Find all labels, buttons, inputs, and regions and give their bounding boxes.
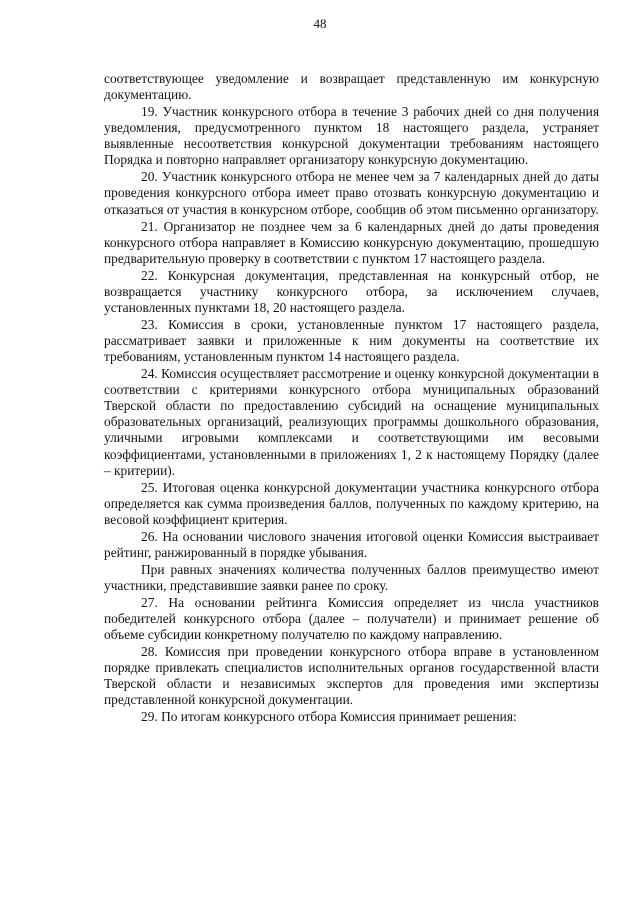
paragraph-29: 29. По итогам конкурсного отбора Комиссия принимает решения: [141,709,517,725]
page-number: 48 [313,16,327,31]
paragraph-20: 20. Участник конкурсного отбора не менее чем за 7 календарных дней до даты проведения конкурсного отбора имеет право отозвать конкурсную документацию и отказаться от участия в конкурсном отборе, сообщив об этом письменно организатору. [104,169,599,217]
paragraph-22: 22. Конкурсная документация, представленная на конкурсный отбор, не возвращается участнику конкурсного отбора, за исключением случаев, установленных пунктами 18, 20 настоящего раздела. [104,267,599,315]
document-body [104,71,599,726]
paragraph-25: 25. Итоговая оценка конкурсной документации участника конкурсного отбора определяется как сумма произведения баллов, полученных по каждому критерию, на весовой коэффициент критерия. [104,479,599,527]
paragraph-27: 27. На основании рейтинга Комиссия определяет из числа участников победителей конкурсного отбора (далее – получатели) и принимает решение об объеме субсидии конкретному получателю по каждому направлению. [104,594,599,643]
paragraph-continuation: соответствующее уведомление и возвращает представленную им конкурсную документацию. [104,71,599,103]
paragraph-21: 21. Организатор не позднее чем за 6 календарных дней до даты проведения конкурсного отбора направляет в Комиссию конкурсную документацию, прошедшую предварительную проверку в соответствии с пунктом 17 настоящего раздела. [104,218,599,266]
paragraph-24: 24. Комиссия осуществляет рассмотрение и оценку конкурсной документации в соответствии с критериями конкурсного отбора муниципальных образований Тверской области по предоставлению субсидий на оснащение муниципальных образовательных организаций, реализующих программы дошкольного образования, уличными игровыми комплексами и соответствующими им весовыми коэффициентами, установленными в приложениях 1, 2 к настоящему Порядку (далее – критерии). [104,366,599,478]
paragraph-19: 19. Участник конкурсного отбора в течение 3 рабочих дней со дня получения уведомления, предусмотренного пунктом 18 настоящего раздела, устраняет выявленные несоответствия конкурсной документации требованиям настоящего Порядка и повторно направляет организатору конкурсную документацию. [104,104,599,168]
paragraph-28: 28. Комиссия при проведении конкурсного отбора вправе в установленном порядке привлекать специалистов исполнительных органов государственной власти Тверской области и независимых экспертов для проведения ими экспертизы представленной конкурсной документации. [104,644,599,708]
paragraph-26: 26. На основании числового значения итоговой оценки Комиссия выстраивает рейтинг, ранжированный в порядке убывания. [104,528,599,560]
paragraph-26-note: При равных значениях количества полученных баллов преимущество имеют участники, представившие заявки ранее по сроку. [104,561,599,593]
paragraph-23: 23. Комиссия в сроки, установленные пунктом 17 настоящего раздела, рассматривает заявки и приложенные к ним документы на соответствие их требованиям, установленным пунктом 14 настоящего раздела. [104,316,599,365]
